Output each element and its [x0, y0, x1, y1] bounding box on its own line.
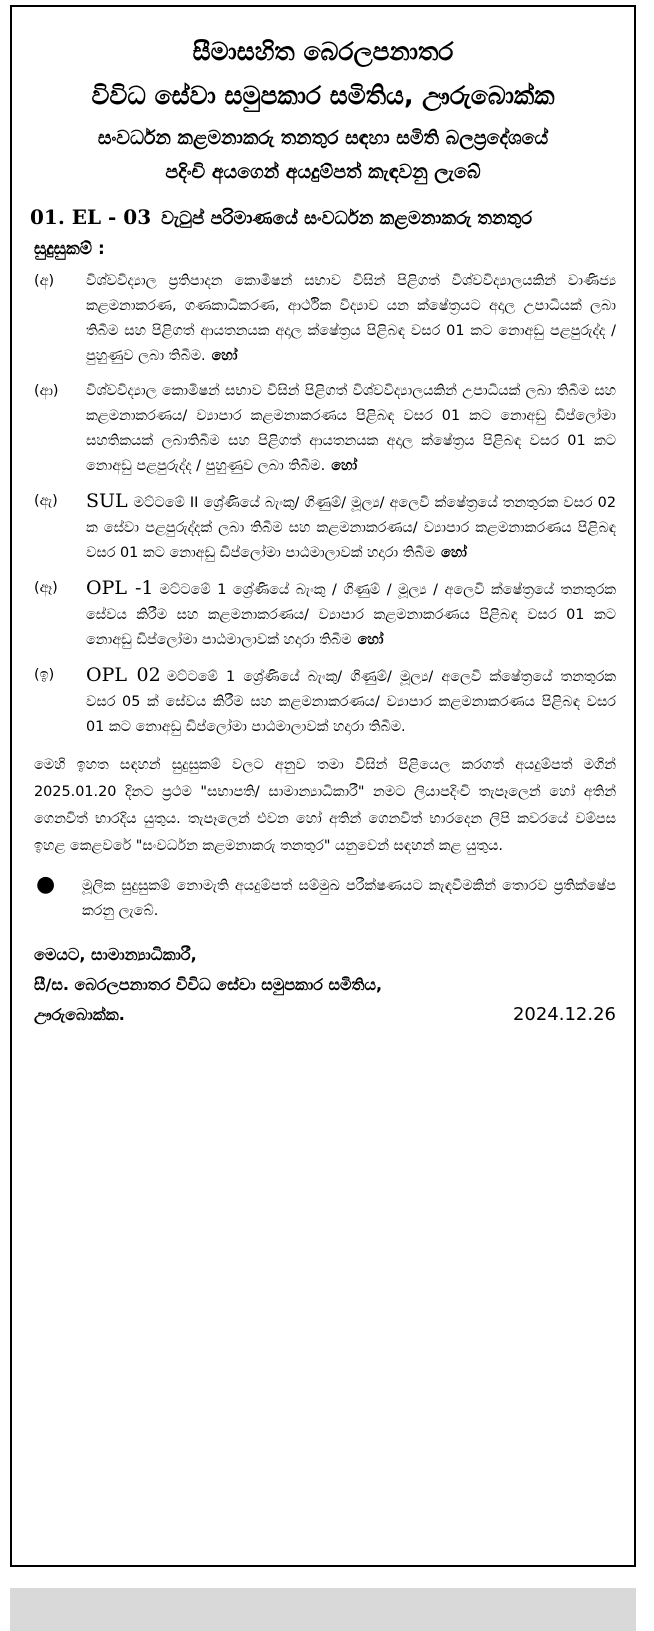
qualifications-heading: සුදුසුකම් :	[34, 239, 105, 259]
post-code: 01. EL - 03	[30, 205, 152, 229]
item-label: (ආ)	[34, 383, 59, 399]
qualification-item	[30, 663, 616, 740]
or-word: හෝ	[211, 348, 238, 364]
society-subname: විවිධ සේවා සමුපකාර සමිතිය, ඌරුබොක්ක	[91, 81, 555, 110]
item-text: විශ්වවිද්‍යාල කොමිෂන් සභාව විසින් පිළිගත් විශ්වවිද්‍යාලයකින් උපාධියක් ලබා තිබීම සහ කළමනාකරණය/ ව්‍යාපාර කළමනාකරණය පිළිබඳ වසර 01 කට නොඅඩු ඩිප්ලෝමා සහතිකයක් ලබාතිබීම සහ පිළිගත් ආයතනයක අදාල ක්ෂේත්‍රය පිළිබඳ වසර 01 කට නොඅඩු පළපුරුද්ද / පුහුණුව ලබා තිබීම. හෝ	[86, 383, 616, 474]
society-name: සීමාසහිත බෙරලපනාතර	[192, 37, 454, 66]
notice-subheading: පදිංචි අයගෙන් අයදුම්පත් කැඳවනු ලැබේ	[165, 161, 481, 183]
qualification-item	[30, 379, 616, 479]
item-lead: OPL 02	[86, 664, 161, 686]
signature-line-3: ඌරුබොක්ක.	[34, 1005, 125, 1024]
or-word: හෝ	[441, 545, 467, 561]
item-label: (අ)	[34, 273, 55, 289]
or-word: හෝ	[357, 632, 384, 648]
item-lead: SUL	[86, 490, 128, 512]
item-lead: OPL -1	[86, 577, 154, 599]
bullet-note	[30, 874, 616, 924]
item-label: (ඈ)	[34, 580, 58, 596]
qualification-item	[30, 576, 616, 653]
or-word: හෝ	[331, 458, 358, 474]
signature-line-2: සී/ස. බෙරලපනාතර විවිධ සේවා සමුපකාර සමිතිය,	[34, 975, 383, 994]
notice-date: 2024.12.26	[512, 1004, 616, 1025]
qualification-item	[30, 269, 616, 369]
signature-last-row	[34, 1000, 616, 1030]
post-title-row	[30, 205, 616, 229]
signature-line-1: මෙයට, සාමාන්‍යාධිකාරී,	[34, 945, 197, 964]
advertisement-frame	[10, 5, 636, 1567]
application-instructions: මෙහි ඉහත සඳහන් සුදුසුකම් වලට අනුව තමා විසින් පිළියෙල කරගත් අයදුම්පත් මගින් 2025.01.20 දිනට ප්‍රථම "සභාපති/ සාමාන්‍යාධිකාරී" නමට ලියාපදිංචි තැපෑලෙන් හෝ අතින් ගෙනවිත් භාරදිය යුතුය. තැපෑලෙන් එවන හෝ අතින් ගෙනවිත් භාරදෙන ලිපි කවරයේ වම්පස ඉහළ කෙළවරේ "සංවර්ධන කළමනාකරු තනතුර" යනුවෙන් සඳහන් කළ යුතුය.	[34, 757, 616, 854]
item-text: විශ්වවිද්‍යාල ප්‍රතිපාදන කොමිෂන් සභාව විසින් පිළිගත් විශ්වවිද්‍යාලයකින් වාණිජ්‍ය කළමනාකරණ, ගණකාධිකරණ, ආර්ථික විද්‍යාව යන ක්ෂේත්‍රයට අදාල උපාධියක් ලබා තිබීම සහ පිළිගත් ආයතනයක අදාල ක්ෂේත්‍රය පිළිබඳ වසර 01 කට නොඅඩු පළපුරුද්ද / පුහුණුව ලබා තිබීම. හෝ	[86, 273, 616, 364]
post-title: වැටුප් පරිමාණයේ සංවර්ධන කළමනාකරු තනතුර	[161, 208, 533, 229]
qualification-item	[30, 489, 616, 566]
footer-bar	[10, 1588, 636, 1631]
notice-heading: සංවර්ධන කළමනාකරු තනතුර සඳහා සමිති බලප්‍රදේශයේ	[97, 127, 549, 149]
bullet-dot-icon: ●	[36, 872, 56, 897]
item-label: (ඇ)	[34, 493, 58, 509]
signature-block	[30, 940, 616, 1030]
bullet-note-text: මූලික සුදුසුකම් නොමැති අයදුම්පත් සම්මුඛ පරීක්ෂණයට කැඳවීමකින් තොරව ප්‍රතික්ෂේප කරනු ලැබේ.	[82, 878, 616, 919]
item-text: OPL -1 මට්ටමේ 1 ශ්‍රේණියේ බැංකු / ගිණුම් / මූල්‍ය / අලෙවි ක්ෂේත්‍රයේ තනතුරක සේවය කිරීම සහ කළමනාකරණය/ ව්‍යාපාර කළමනාකරණය පිළිබඳ වසර 01 කට නොඅඩු ඩිප්ලෝමා පාඨමාලාවක් හදාරා තිබීම හෝ	[86, 577, 616, 648]
item-label: (ඉ)	[34, 667, 55, 683]
item-text: OPL 02 මට්ටමේ 1 ශ්‍රේණියේ බැංකු/ ගිණුම්/ මූල්‍ය/ අලෙවි ක්ෂේත්‍රයේ තනතුරක වසර 05 ක් සේවය කිරීම සහ කළමනාකරණය/ ව්‍යාපාර කළමනාකරණය පිළිබඳ වසර 01 කට නොඅඩු ඩිප්ලෝමා පාඨමාලාවක් හදාරා තිබීම.	[86, 664, 616, 735]
item-text: SUL මට්ටමේ II ශ්‍රේණියේ බැංකු/ ගිණුම්/ මූල්‍ය/ අලෙවි ක්ෂේත්‍රයේ තනතුරක වසර 02 ක සේවා පළපුරුද්දක් ලබා තිබීම සහ කළමනාකරණය/ ව්‍යාපාර කළමනාකරණය පිළිබඳ වසර 01 කට නොඅඩු ඩිප්ලෝමා පාඨමාලාවක් හදාරා තිබීම හෝ	[86, 490, 616, 561]
